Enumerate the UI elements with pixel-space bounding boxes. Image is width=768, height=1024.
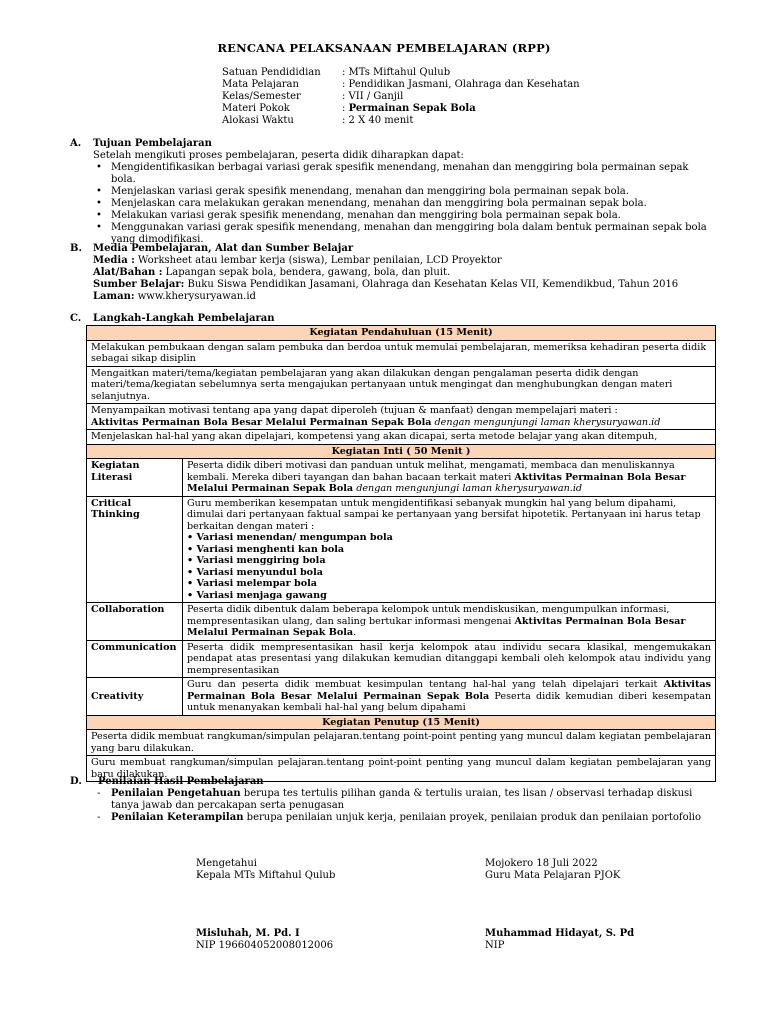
- section-letter: B.: [70, 243, 82, 254]
- row-label: Communication: [87, 640, 183, 678]
- identity-value-bold: Permainan Sepak Bola: [348, 103, 476, 114]
- steps-table: [86, 325, 716, 782]
- identity-label: Satuan Pendididian: [222, 67, 321, 78]
- identity-row: [222, 67, 580, 79]
- media-label: Media :: [93, 255, 135, 266]
- row-content: [183, 678, 716, 716]
- identity-value: : MTs Miftahul Qulub: [342, 67, 451, 78]
- sig-name: Muhammad Hidayat, S. Pd: [485, 928, 635, 939]
- media-line: [93, 291, 710, 303]
- objectives-list: [93, 162, 710, 246]
- row-text: Guru memberikan kesempatan untuk mengidentifikasi sebanyak mungkin hal yang belum dipahami, dimulai dari pertanyaan faktual sampai ke pertanyaan yang bersifat hipotetik. Pertanyaan ini harus tetap berkaitan dengan materi :: [187, 497, 701, 532]
- identity-label: Alokasi Waktu: [222, 115, 294, 126]
- sig-nip: NIP: [485, 940, 505, 951]
- row-label: Kegiatan Literasi: [87, 459, 183, 497]
- table-header-inti: Kegiatan Inti ( 50 Menit ): [87, 444, 716, 459]
- list-item: • Variasi menjaga gawang: [187, 589, 327, 601]
- table-row: [87, 640, 716, 678]
- section-title: Tujuan Pembelajaran: [93, 138, 212, 149]
- table-row: Peserta didik membuat rangkuman/simpulan pelajaran.tentang point-point penting yang muncul dalam kegiatan pembelajaran yang baru dilakukan.: [87, 730, 716, 756]
- section-assessment: [70, 776, 710, 824]
- table-row: [87, 404, 716, 430]
- section-letter: D.: [70, 776, 82, 787]
- identity-row: [222, 91, 580, 103]
- identity-value: :: [342, 103, 349, 114]
- list-item: • Mengidentifikasikan berbagai variasi gerak spesifik menendang, menahan dan menggiring bola permainan sepak bola.: [93, 162, 710, 186]
- row-italic: dengan mengunjungi laman kherysuryawan.id: [353, 483, 583, 494]
- row-label: Collaboration: [87, 603, 183, 641]
- table-row: [87, 678, 716, 716]
- media-label: Sumber Belajar:: [93, 279, 185, 290]
- item-text: berupa tes tertulis pilihan ganda & tertulis uraian, tes lisan / observasi terhadap diskusi tanya jawab dan percakapan serta penugasan: [111, 788, 693, 811]
- row-content: [183, 459, 716, 497]
- media-text: Lapangan sepak bola, bendera, gawang, bola, dan pluit.: [162, 267, 451, 278]
- signature-left: [196, 858, 335, 952]
- list-item: • Variasi menendan/ mengumpan bola: [187, 532, 393, 543]
- identity-row: [222, 79, 580, 91]
- section-title: Media Pembelajaran, Alat dan Sumber Belajar: [93, 243, 354, 254]
- sig-line: Mengetahui: [196, 858, 257, 869]
- row-bold: Aktivitas Permainan Bola Besar Melalui Permainan Sepak Bola: [91, 416, 432, 428]
- row-text: Menyampaikan motivasi tentang apa yang dapat diperoleh (tujuan & manfaat) dengan mempelajari materi :: [91, 405, 618, 416]
- item-label: Penilaian Keterampilan: [111, 812, 244, 823]
- media-text: Buku Siswa Pendidikan Jasamani, Olahraga dan Kesehatan Kelas VII, Kemendikbud, Tahun 2016: [184, 279, 679, 290]
- row-content: [183, 603, 716, 641]
- section-heading: [70, 243, 710, 255]
- section-letter: C.: [70, 313, 82, 324]
- media-line: [93, 279, 710, 291]
- section-title: Langkah-Langkah Pembelajaran: [93, 313, 275, 324]
- row-content: Peserta didik mempresentasikan hasil kerja kelompok atau individu secara klasikal, mengemukakan pendapat atas presentasi yang dilakukan kemudian ditanggapi kembali oleh kelompok atau individu yang mempresentasikan: [183, 640, 716, 678]
- sig-line: Guru Mata Pelajaran PJOK: [485, 870, 621, 881]
- table-row: Guru membuat rangkuman/simpulan pelajaran.tentang point-point penting yang muncul dalam kegiatan pembelajaran yang baru dilakukan.: [87, 756, 716, 782]
- row-text: .: [353, 627, 357, 638]
- signature-right: [485, 858, 634, 952]
- row-bold: Aktivitas Permainan Bola Besar Melalui Permainan Sepak Bola: [187, 615, 686, 638]
- identity-value: : 2 X 40 menit: [342, 115, 414, 126]
- list-item: • Variasi menyundul bola: [187, 566, 323, 578]
- table-row: Menjelaskan hal-hal yang akan dipelajari, kompetensi yang akan dicapai, serta metode belajar yang akan ditempuh,: [87, 430, 716, 445]
- objectives-intro: Setelah mengikuti proses pembelajaran, peserta didik diharapkan dapat:: [93, 150, 464, 161]
- row-label: Critical Thinking: [87, 496, 183, 603]
- media-line: [93, 255, 710, 267]
- row-italic: dengan mengunjungi laman kherysuryawan.id: [431, 416, 661, 428]
- document-title: RENCANA PELAKSANAAN PEMBELAJARAN (RPP): [217, 41, 551, 55]
- list-item: • Variasi menggiring bola: [187, 555, 326, 566]
- section-heading: [70, 313, 710, 325]
- row-text: Guru dan peserta didik membuat kesimpulan tentang hal-hal yang telah dipelajari terkait: [187, 679, 664, 690]
- media-text: www.kherysuryawan.id: [134, 291, 256, 302]
- row-label: Creativity: [87, 678, 183, 716]
- sig-line: Kepala MTs Miftahul Qulub: [196, 870, 336, 881]
- media-label: Alat/Bahan :: [93, 267, 163, 278]
- list-item: • Variasi menghenti kan bola: [187, 543, 345, 555]
- identity-label: Materi Pokok: [222, 103, 290, 114]
- row-text: Peserta didik kemudian diberi kesempatan untuk menanyakan kembali hal-hal yang belum dipahami: [187, 690, 712, 713]
- assessment-list: [93, 788, 710, 824]
- list-item: [93, 788, 710, 812]
- item-label: Penilaian Pengetahuan: [111, 788, 241, 799]
- list-item: • Menjelaskan variasi gerak spesifik menendang, menahan dan menggiring bola permainan sepak bola.: [93, 186, 710, 198]
- section-heading: [70, 776, 710, 788]
- sig-line: Mojokero 18 Juli 2022: [485, 858, 598, 869]
- list-item: • Melakukan variasi gerak spesifik menendang, menahan dan menggiring bola permainan sepak bola.: [93, 210, 710, 222]
- section-heading: [70, 138, 710, 150]
- section-media: [70, 243, 710, 303]
- media-line: [93, 267, 710, 279]
- identity-row: [222, 115, 580, 127]
- list-item: • Menggunakan variasi gerak spesifik menendang, menahan dan menggiring bola dalam bentuk permainan sepak bola yang dimodifikasi.: [93, 222, 710, 246]
- row-text: Peserta didik dibentuk dalam beberapa kelompok untuk mendiskusikan, mengumpulkan informasi, mempresentasikan ulang, dan saling bertukar informasi mengenai: [187, 604, 670, 627]
- table-row: Mengaitkan materi/tema/kegiatan pembelajaran yang akan dilakukan dengan pengalaman peserta didik dengan materi/tema/kegiatan sebelumnya serta mengajukan pertanyaan untuk mengingat dan menghubungkan dengan materi selanjutnya.: [87, 366, 716, 404]
- section-title: Penilaian Hasil Pembelajaran: [98, 776, 264, 787]
- identity-label: Kelas/Semester: [222, 91, 301, 102]
- table-row: [87, 496, 716, 603]
- sig-nip: NIP 196604052008012006: [196, 940, 334, 951]
- section-objectives: [70, 138, 710, 246]
- table-header-pendahuluan: Kegiatan Pendahuluan (15 Menit): [87, 326, 716, 341]
- row-bold: Aktivitas Permainan Bola Besar Melalui Permainan Sepak Bola: [187, 679, 711, 702]
- row-content: [183, 496, 716, 603]
- table-row: [87, 603, 716, 641]
- identity-value: : Pendidikan Jasmani, Olahraga dan Kesehatan: [342, 79, 580, 90]
- table-header-penutup: Kegiatan Penutup (15 Menit): [87, 715, 716, 730]
- identity-value: : VII / Ganjil: [342, 91, 404, 102]
- row-text: Peserta didik diberi motivasi dan panduan untuk melihat, mengamati, membaca dan menuliskannya kembali. Mereka diberi tayangan dan bahan bacaan terkait materi: [187, 460, 675, 483]
- item-text: berupa penilaian unjuk kerja, penilaian proyek, penilaian produk dan penilaian portofolio: [243, 812, 702, 823]
- list-item: • Variasi melempar bola: [187, 578, 317, 589]
- identity-row: [222, 103, 580, 115]
- sig-name: Misluhah, M. Pd. I: [196, 928, 300, 939]
- section-letter: A.: [70, 138, 82, 149]
- media-text: Worksheet atau lembar kerja (siswa), Lembar penilaian, LCD Proyektor: [134, 255, 502, 266]
- table-row: [87, 459, 716, 497]
- row-bold: Aktivitas Permainan Bola Besar Melalui Permainan Sepak Bola: [187, 471, 686, 494]
- identity-block: [222, 67, 580, 127]
- table-row: Melakukan pembukaan dengan salam pembuka dan berdoa untuk memulai pembelajaran, memeriksa kehadiran peserta didik sebagai sikap disiplin: [87, 340, 716, 366]
- list-item: • Menjelaskan cara melakukan gerakan menendang, menahan dan menggiring bola permainan sepak bola.: [93, 198, 710, 210]
- list-item: [93, 812, 710, 824]
- section-steps: [70, 313, 710, 325]
- identity-label: Mata Pelajaran: [222, 79, 299, 90]
- media-label: Laman:: [93, 291, 135, 302]
